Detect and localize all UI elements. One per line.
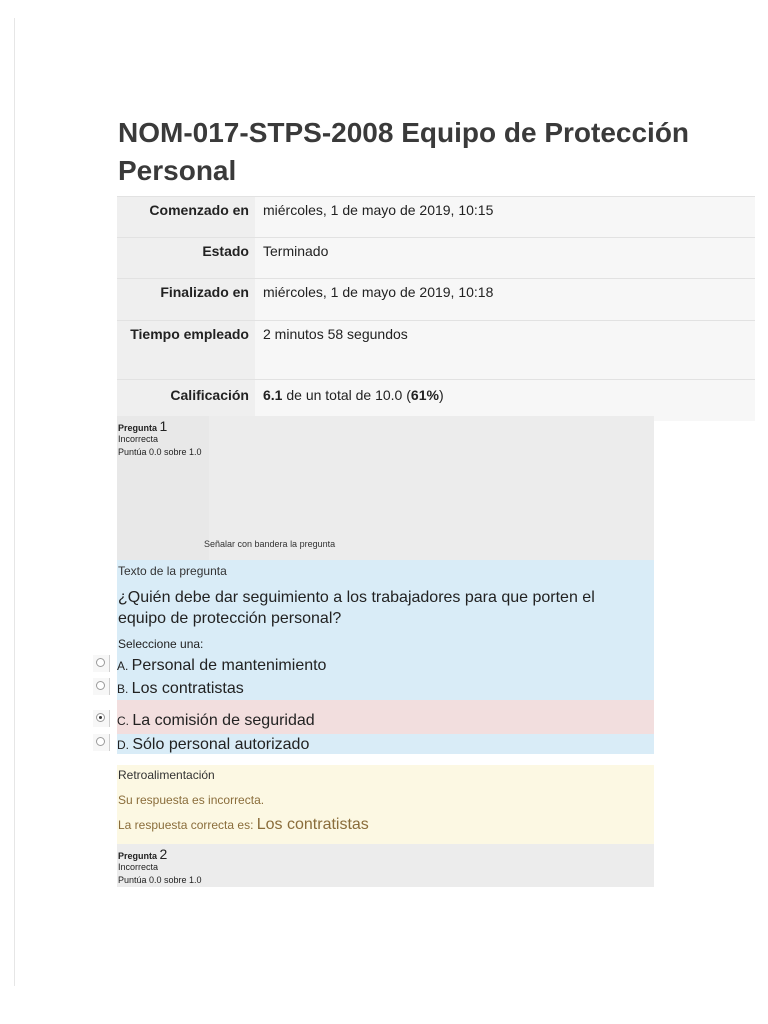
answer-letter: D. [117, 738, 133, 752]
summary-row-started [117, 196, 755, 237]
grade-score: 6.1 [263, 387, 283, 403]
summary-value: 2 minutos 58 segundos [263, 326, 408, 342]
summary-label: Tiempo empleado [117, 321, 255, 379]
flag-question-link[interactable]: Señalar con bandera la pregunta [204, 539, 336, 549]
question-1-formulation [117, 560, 654, 754]
summary-label: Finalizado en [117, 279, 255, 320]
correct-answer-text: Los contratistas [256, 816, 369, 833]
page-left-border [14, 18, 15, 986]
grade-total: de un total de 10.0 ( [282, 387, 411, 403]
summary-label: Estado [117, 238, 255, 278]
answer-letter: B. [117, 682, 132, 696]
question-label: Pregunta [118, 851, 158, 861]
answer-prompt: Seleccione una: [118, 637, 204, 651]
answer-letter: A. [117, 659, 132, 673]
question-1-feedback [117, 765, 654, 844]
question-1-number [118, 418, 167, 434]
question-number: 2 [159, 846, 168, 862]
answer-text: Sólo personal autorizado [132, 736, 310, 753]
answer-text: Personal de mantenimiento [131, 657, 327, 674]
attempt-summary-table [117, 196, 755, 421]
feedback-correct-answer [118, 816, 369, 834]
radio-unchecked-icon[interactable] [93, 734, 110, 751]
summary-row-time-taken [117, 320, 755, 379]
radio-unchecked-icon[interactable] [93, 655, 110, 672]
answer-text: La comisión de seguridad [132, 712, 315, 729]
summary-value: miércoles, 1 de mayo de 2019, 10:18 [263, 284, 494, 300]
question-text-label: Texto de la pregunta [118, 564, 227, 578]
summary-row-finished [117, 278, 755, 320]
summary-row-grade [117, 379, 755, 421]
question-2-info [117, 844, 654, 887]
summary-row-state [117, 237, 755, 278]
summary-value [255, 380, 755, 421]
question-1-grade: Puntúa 0.0 sobre 1.0 [118, 447, 202, 457]
summary-label: Calificación [117, 380, 255, 421]
question-1-state: Incorrecta [118, 434, 159, 444]
answer-option-a[interactable] [117, 656, 654, 678]
answer-option-d[interactable] [117, 735, 654, 754]
grade-close: ) [438, 387, 444, 403]
answer-option-c[interactable] [117, 700, 654, 734]
page-title: NOM-017-STPS-2008 Equipo de Protección Personal [118, 117, 690, 186]
question-number: 1 [159, 418, 168, 434]
summary-value: Terminado [263, 243, 329, 259]
answer-text: Los contratistas [131, 680, 244, 697]
correct-answer-prefix: La respuesta correcta es: [118, 818, 257, 832]
question-label: Pregunta [118, 423, 158, 433]
answer-letter: C. [117, 714, 133, 728]
summary-value: miércoles, 1 de mayo de 2019, 10:15 [263, 202, 494, 218]
radio-checked-icon[interactable] [93, 710, 110, 727]
question-2-number [118, 846, 167, 862]
grade-percent: 61% [410, 387, 439, 403]
radio-unchecked-icon[interactable] [93, 678, 110, 695]
question-2-state: Incorrecta [118, 862, 159, 872]
answer-option-b[interactable] [117, 679, 654, 701]
summary-label: Comenzado en [117, 197, 255, 237]
question-1-info [117, 416, 654, 560]
feedback-label: Retroalimentación [118, 768, 215, 782]
question-2-grade: Puntúa 0.0 sobre 1.0 [118, 875, 202, 885]
question-text: ¿Quién debe dar seguimiento a los trabajadores para que porten el equipo de protección personal? [118, 589, 595, 627]
feedback-incorrect-message: Su respuesta es incorrecta. [118, 793, 265, 807]
